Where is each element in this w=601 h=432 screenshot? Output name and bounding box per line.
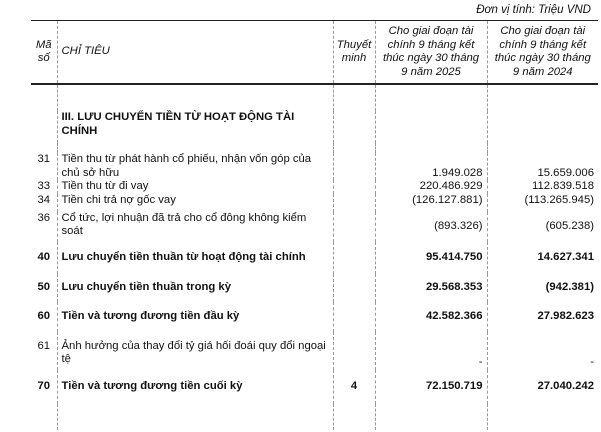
row-note [333,332,375,370]
row-value-2024: 27.040.242 [537,379,594,392]
row-code: 61 [31,332,57,370]
section-row [31,111,598,143]
table-row [31,242,598,274]
row-value-2025: - [375,332,487,370]
table-row [31,302,598,332]
row-code: 60 [31,302,57,332]
row-value-2025: 1.949.028 [375,153,487,180]
row-note: 4 [333,370,375,404]
row-value-2025: (126.127.881) [375,194,487,212]
unit-note: Đơn vị tính: Triệu VND [476,4,591,16]
row-value-2025: (893.326) [375,212,487,242]
row-value-2025: 220.486.929 [375,180,487,194]
row-code: 34 [31,194,57,212]
row-item: Tiền và tương đương tiền cuối kỳ [57,370,333,404]
row-value-2024: 15.659.006 [537,166,594,179]
row-value-2024: - [590,356,594,368]
row-note [333,153,375,180]
table-row [31,370,598,404]
row-value-2025: 95.414.750 [375,242,487,274]
row-value-2024: (605.238) [545,219,594,232]
row-note [333,212,375,242]
header-2024: Cho giai đoạn tài chính 9 tháng kết thúc ngày 30 tháng 9 năm 2024 [487,21,598,85]
row-item: Lưu chuyển tiền thuần trong kỳ [57,274,333,302]
row-item: Tiền và tương đương tiền đầu kỳ [57,302,333,332]
row-item: Ảnh hưởng của thay đổi tỷ giá hối đoái quy đổi ngoại tệ [57,332,333,370]
row-value-2025: 29.568.353 [375,274,487,302]
row-code: 40 [31,242,57,274]
row-item: Tiền chi trả nợ gốc vay [57,194,333,212]
header-note: Thuyết minh [333,21,375,85]
row-item: Tiền thu từ đi vay [57,180,333,194]
row-value-2024: (113.265.945) [524,193,594,206]
row-value-2024: 112.839.518 [532,180,594,192]
row-note [333,194,375,212]
header-item: CHỈ TIÊU [57,21,333,85]
row-value-2024: 14.627.341 [537,250,594,263]
row-note [333,180,375,194]
table-row [31,194,598,212]
row-item: Lưu chuyển tiền thuần từ hoạt động tài chính [57,242,333,274]
table-row [31,332,598,370]
row-code: 36 [31,212,57,242]
row-value-2024: (942.381) [545,280,594,293]
row-code: 70 [31,370,57,404]
row-value-2025: 42.582.366 [375,302,487,332]
section-title: III. LƯU CHUYỂN TIỀN TỪ HOẠT ĐỘNG TÀI CHÍNH [57,111,333,143]
row-item: Tiền thu từ phát hành cổ phiếu, nhận vốn góp của chủ sở hữu [57,153,333,180]
table-row [31,153,598,180]
row-note [333,242,375,274]
row-code: 50 [31,274,57,302]
table-header-row [31,21,598,85]
row-code: 31 [31,153,57,180]
row-code: 33 [31,180,57,194]
row-note [333,274,375,302]
table-row [31,274,598,302]
header-2025: Cho giai đoạn tài chính 9 tháng kết thúc ngày 30 tháng 9 năm 2025 [375,21,487,85]
cash-flow-table [31,20,598,430]
row-value-2024: 27.982.623 [537,309,594,322]
row-value-2025: 72.150.719 [375,370,487,404]
header-code: Mã số [31,21,57,85]
row-note [333,302,375,332]
table-row [31,212,598,242]
row-item: Cổ tức, lợi nhuận đã trả cho cổ đông không kiểm soát [57,212,333,242]
table-row [31,180,598,194]
